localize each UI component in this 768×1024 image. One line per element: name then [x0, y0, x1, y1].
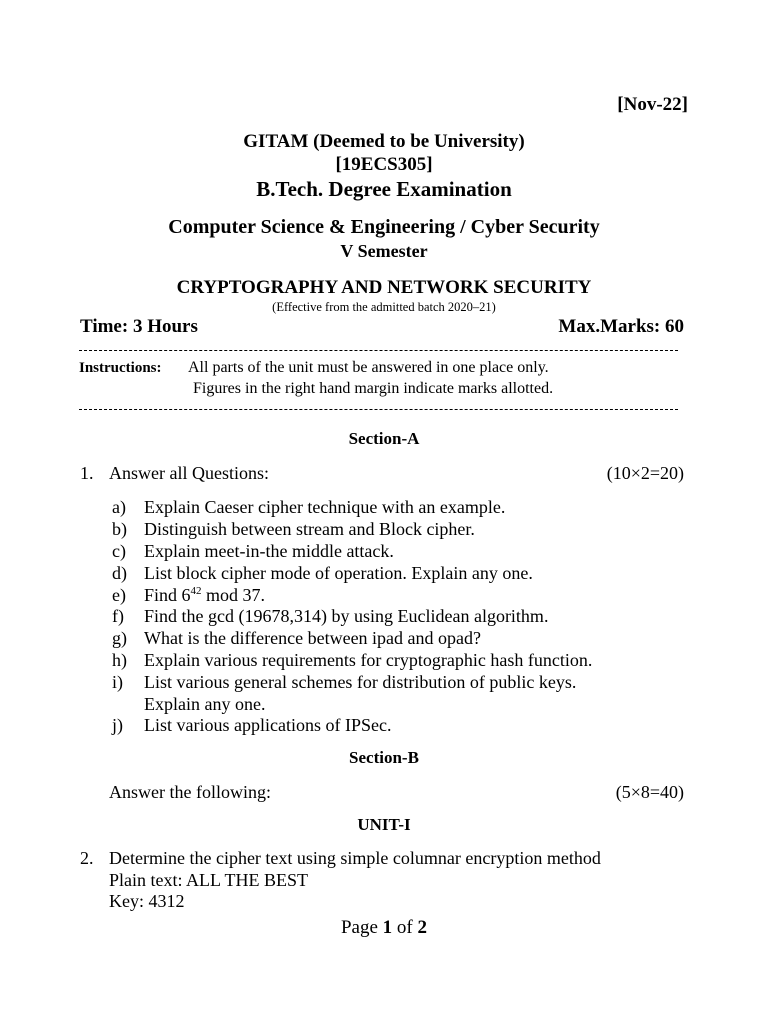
item-text: Distinguish between stream and Block cipher.: [144, 519, 475, 539]
item-text-continued: Explain any one.: [144, 694, 266, 714]
of-word: of: [392, 917, 418, 938]
university-name: GITAM (Deemed to be University): [243, 131, 525, 152]
max-marks: Max.Marks: 60: [558, 316, 684, 337]
date-code: [Nov-22]: [617, 94, 688, 115]
item-label: d): [112, 563, 127, 583]
section-b-intro: Answer the following:: [109, 782, 271, 802]
instructions-line-1: All parts of the unit must be answered in one place only.: [188, 359, 549, 376]
unit-title: UNIT-I: [357, 815, 411, 834]
exam-title: B.Tech. Degree Examination: [256, 177, 512, 201]
page-total: 2: [417, 917, 427, 938]
item-text: List various applications of IPSec.: [144, 715, 392, 735]
question-1-marks: (10×2=20): [606, 463, 684, 483]
item-label: e): [112, 585, 126, 605]
page-word: Page: [340, 917, 383, 938]
effective-note: (Effective from the admitted batch 2020–21): [272, 300, 496, 314]
divider-bottom: [79, 409, 678, 410]
time-allowed: Time: 3 Hours: [80, 316, 198, 337]
item-text: Explain various requirements for cryptographic hash function.: [144, 650, 593, 670]
item-text: Explain Caeser cipher technique with an example.: [144, 497, 506, 517]
question-2-number: 2.: [80, 848, 94, 868]
course-code: [19ECS305]: [335, 154, 433, 175]
item-text: What is the difference between ipad and opad?: [144, 628, 482, 648]
question-1-text: Answer all Questions:: [109, 463, 269, 483]
item-text-pre: Find 6: [144, 585, 191, 605]
divider-top: [79, 350, 678, 351]
question-1-number: 1.: [80, 463, 94, 483]
page-current: 1: [382, 917, 393, 938]
exponent: 42: [190, 585, 202, 597]
instructions-label: Instructions:: [79, 360, 162, 376]
item-label: f): [112, 606, 124, 626]
instructions-line-2: Figures in the right hand margin indicate marks allotted.: [193, 380, 554, 397]
item-text: List block cipher mode of operation. Explain any one.: [144, 563, 533, 583]
item-label: i): [112, 672, 123, 692]
item-text: List various general schemes for distribution of public keys.: [144, 672, 577, 692]
item-text: Find the gcd (19678,314) by using Euclidean algorithm.: [144, 606, 549, 626]
semester: V Semester: [340, 241, 428, 261]
item-label: h): [112, 650, 127, 670]
section-a-title: Section-A: [348, 429, 420, 448]
section-b-title: Section-B: [349, 748, 419, 767]
item-label: j): [112, 715, 123, 735]
subject-title: CRYPTOGRAPHY AND NETWORK SECURITY: [176, 277, 592, 298]
item-text: [144, 585, 265, 606]
page-number: [0, 917, 768, 939]
item-label: b): [112, 519, 127, 539]
section-b-marks: (5×8=40): [615, 782, 684, 802]
item-label: g): [112, 628, 127, 648]
question-2-line-2: Plain text: ALL THE BEST: [109, 870, 308, 890]
branch: Computer Science & Engineering / Cyber Security: [168, 216, 600, 238]
question-2-line-3: Key: 4312: [109, 891, 185, 911]
question-2-line-1: Determine the cipher text using simple columnar encryption method: [109, 848, 601, 868]
item-label: c): [112, 541, 126, 561]
item-text: Explain meet-in-the middle attack.: [144, 541, 394, 561]
item-text-post: mod 37.: [201, 585, 266, 605]
item-label: a): [112, 497, 126, 517]
